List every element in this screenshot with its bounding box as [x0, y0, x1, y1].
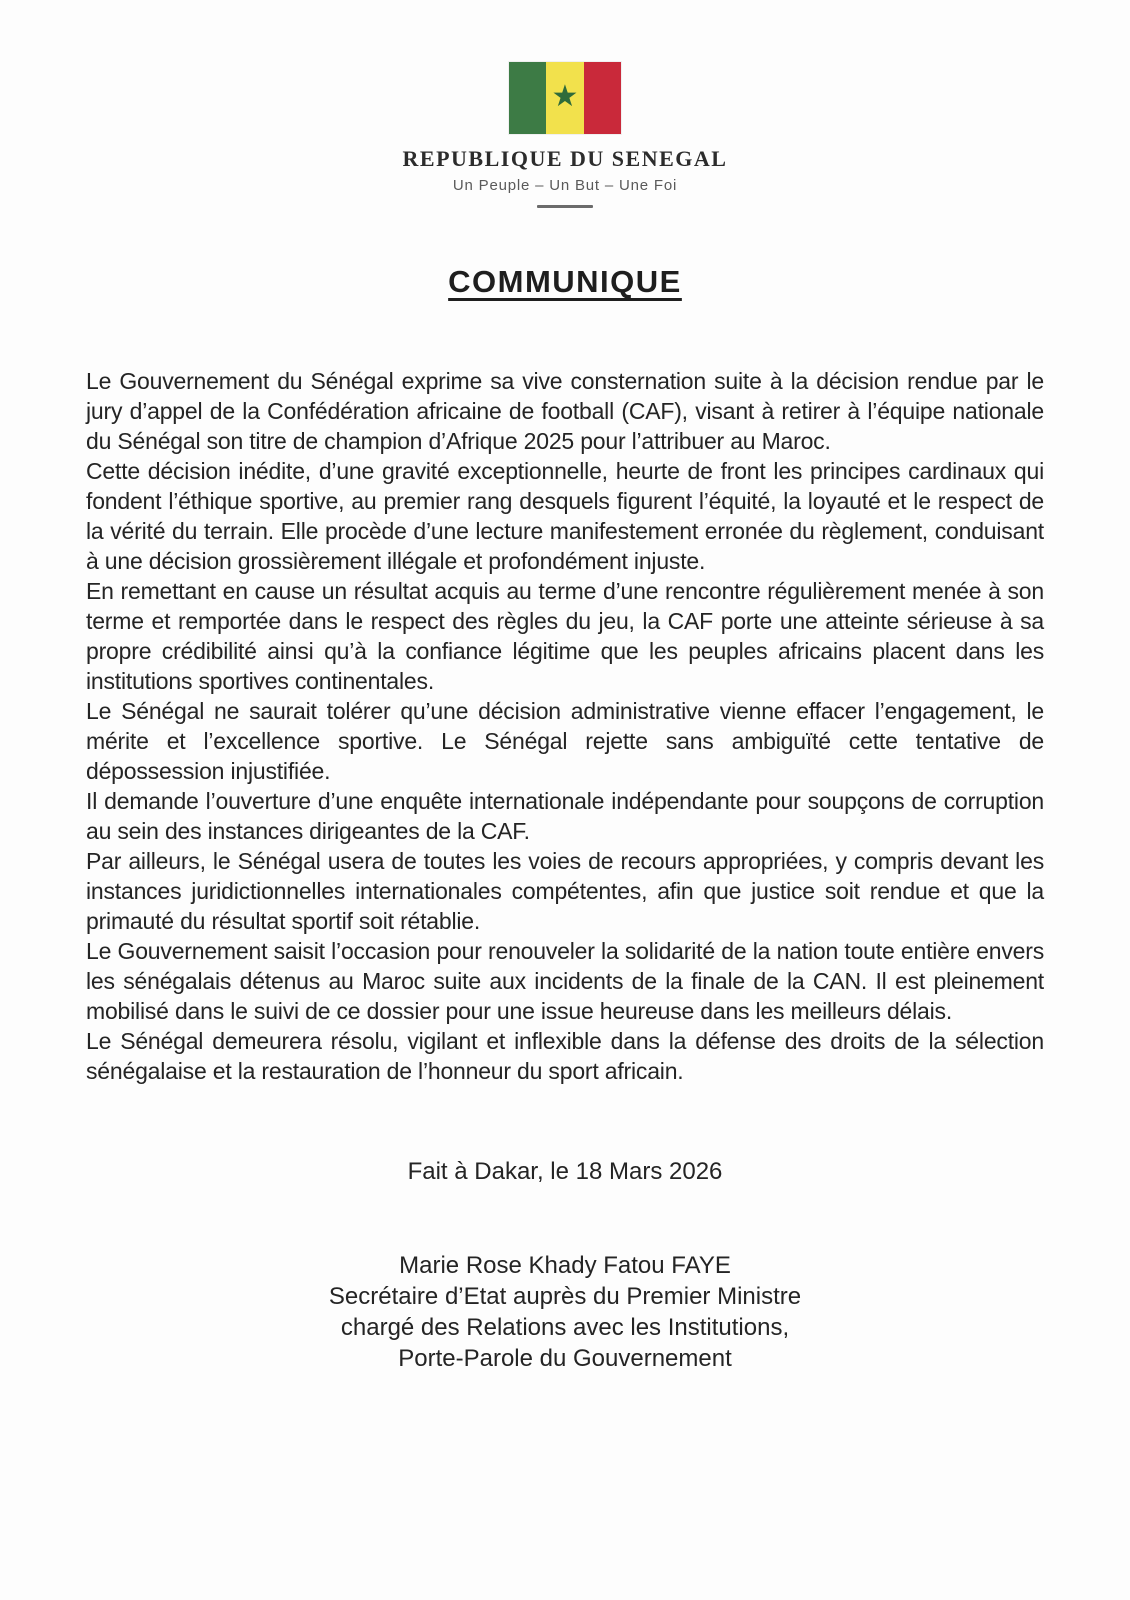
senegal-flag	[509, 62, 621, 134]
document-header	[0, 0, 1130, 208]
communique-body	[86, 366, 1044, 1086]
paragraph: Le Gouvernement du Sénégal exprime sa vive consternation suite à la décision rendue par le jury d’appel de la Confédération africaine de football (CAF), visant à retirer à l’équipe nationale du Sénégal son titre de champion d’Afrique 2025 pour l’attribuer au Maroc.	[86, 368, 1044, 454]
flag-green-stripe	[509, 62, 546, 134]
country-name: REPUBLIQUE DU SENEGAL	[402, 146, 728, 171]
signature-block	[0, 1250, 1130, 1374]
header-divider	[537, 205, 593, 208]
communique-title: COMMUNIQUE	[448, 264, 682, 299]
signatory-role-line-1: Secrétaire d’Etat auprès du Premier Ministre	[328, 1283, 802, 1310]
paragraph: Cette décision inédite, d’une gravité exceptionnelle, heurte de front les principes cardinaux qui fondent l’éthique sportive, au premier rang desquels figurent l’équité, la loyauté et le respect de la vérité du terrain. Elle procède d’une lecture manifestement erronée du règlement, conduisant à une décision grossièrement illégale et profondément injuste.	[86, 458, 1044, 574]
signatory-role-line-2: chargé des Relations avec les Institutions,	[340, 1314, 790, 1341]
star-icon: ★	[551, 80, 579, 113]
signatory-name: Marie Rose Khady Fatou FAYE	[399, 1252, 731, 1279]
paragraph: Par ailleurs, le Sénégal usera de toutes les voies de recours appropriées, y compris devant les instances juridictionnelles internationales compétentes, afin que justice soit rendue et que la primauté du résultat sportif soit rétablie.	[86, 848, 1044, 934]
paragraph: Le Gouvernement saisit l’occasion pour renouveler la solidarité de la nation toute entière envers les sénégalais détenus au Maroc suite aux incidents de la finale de la CAN. Il est pleinement mobilisé dans le suivi de ce dossier pour une issue heureuse dans les meilleurs délais.	[86, 938, 1044, 1024]
title-row	[0, 264, 1130, 300]
flag-yellow-stripe	[546, 62, 583, 134]
paragraph: Le Sénégal ne saurait tolérer qu’une décision administrative vienne effacer l’engagement, le mérite et l’excellence sportive. Le Sénégal rejette sans ambiguïté cette tentative de dépossession injustifiée.	[86, 698, 1044, 784]
paragraph: En remettant en cause un résultat acquis au terme d’une rencontre régulièrement menée à son terme et remportée dans le respect des règles du jeu, la CAF porte une atteinte sérieuse à sa propre crédibilité ainsi qu’à la confiance légitime que les peuples africains placent dans les institutions sportives continentales.	[86, 578, 1044, 694]
national-motto: Un Peuple – Un But – Une Foi	[452, 177, 678, 194]
paragraph: Le Sénégal demeurera résolu, vigilant et inflexible dans la défense des droits de la sélection sénégalaise et la restauration de l’honneur du sport africain.	[86, 1028, 1044, 1084]
signatory-role-line-3: Porte-Parole du Gouvernement	[398, 1345, 732, 1372]
flag-red-stripe	[584, 62, 621, 134]
dateline: Fait à Dakar, le 18 Mars 2026	[407, 1158, 723, 1185]
paragraph: Il demande l’ouverture d’une enquête internationale indépendante pour soupçons de corruption au sein des instances dirigeantes de la CAF.	[86, 788, 1044, 844]
